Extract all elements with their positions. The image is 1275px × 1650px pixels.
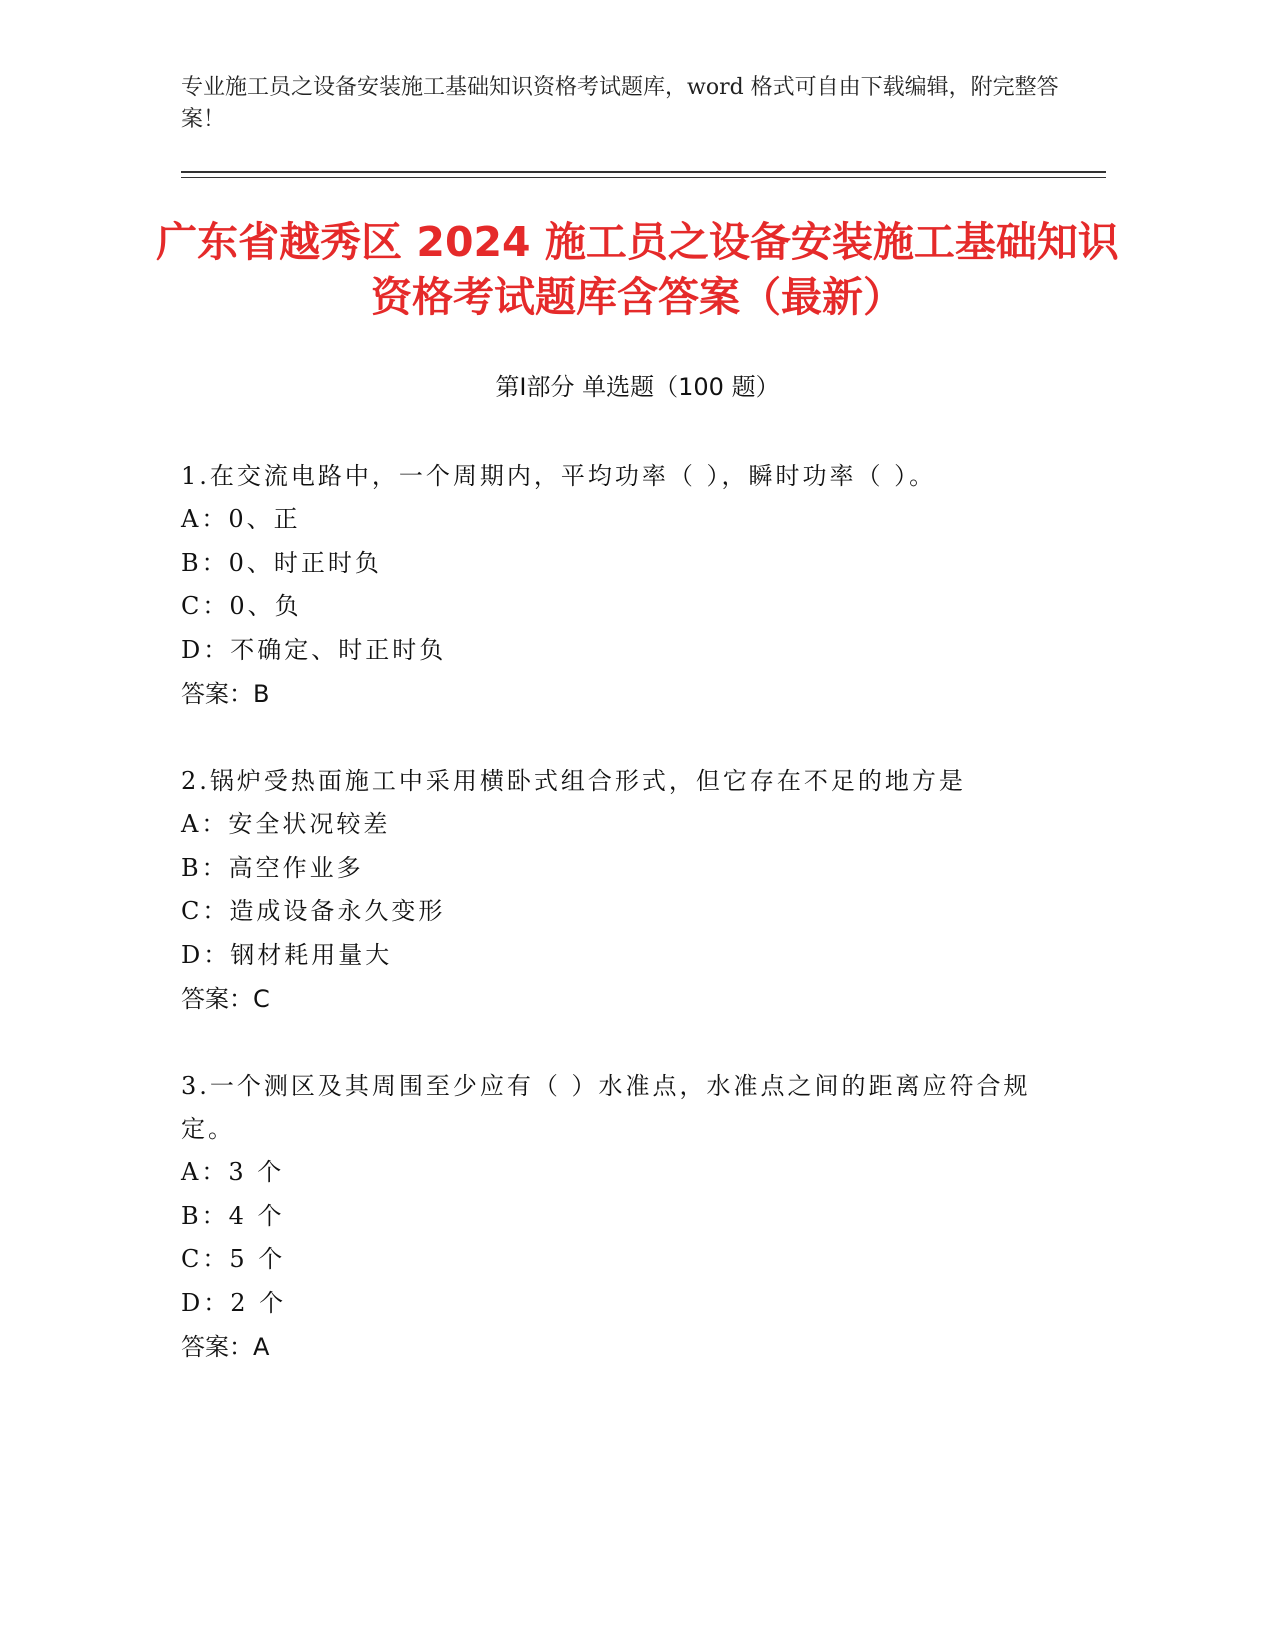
question-stem: 2.锅炉受热面施工中采用横卧式组合形式，但它存在不足的地方是 — [181, 767, 966, 795]
option-c: C：5 个 — [181, 1245, 286, 1273]
question-stem: 3.一个测区及其周围至少应有（ ）水准点，水准点之间的距离应符合规定。 — [181, 1072, 1031, 1143]
option-d: D：不确定、时正时负 — [181, 635, 447, 664]
header-rule-thick — [181, 171, 1106, 173]
option-c: C：0、负 — [181, 592, 302, 620]
option-a: A：3 个 — [181, 1158, 285, 1186]
option-b: B：高空作业多 — [181, 853, 364, 882]
option-c: C：造成设备永久变形 — [181, 897, 446, 925]
question-block — [181, 760, 1061, 1021]
option-a: A：安全状况较差 — [181, 810, 391, 838]
answer-line: 答案：C — [181, 985, 270, 1013]
document-title: 广东省越秀区 2024 施工员之设备安装施工基础知识资格考试题库含答案（最新） — [156, 218, 1119, 321]
option-a: A：0、正 — [181, 505, 301, 533]
page-header: 专业施工员之设备安装施工基础知识资格考试题库，word 格式可自由下载编辑，附完整答案！ — [181, 75, 1059, 132]
option-d: D：2 个 — [181, 1288, 287, 1317]
answer-line: 答案：B — [181, 680, 270, 708]
section-heading: 第Ⅰ部分 单选题（100 题） — [495, 373, 780, 401]
header-rule-thin — [181, 177, 1106, 178]
question-block — [181, 455, 1061, 716]
answer-line: 答案：A — [181, 1333, 270, 1361]
option-b: B：4 个 — [181, 1201, 285, 1230]
option-d: D：钢材耗用量大 — [181, 940, 393, 969]
question-block — [181, 1065, 1061, 1369]
question-stem: 1.在交流电路中，一个周期内，平均功率（ ），瞬时功率（ ）。 — [181, 462, 937, 490]
option-b: B：0、时正时负 — [181, 548, 382, 577]
